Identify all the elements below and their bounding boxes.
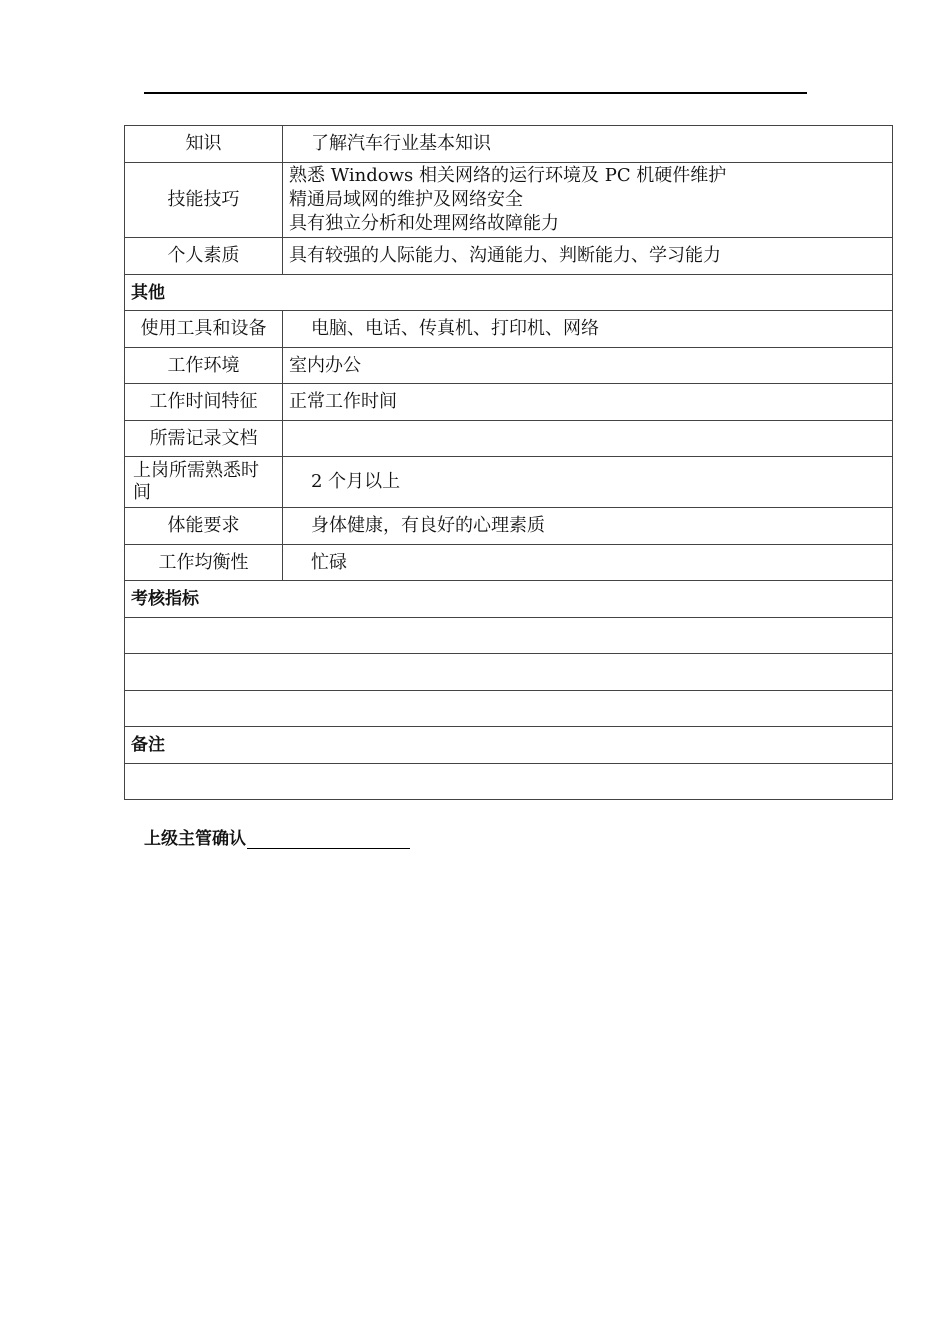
row-value-familiarization: 2 个月以上 [283,457,893,508]
section-row [125,581,893,618]
table-row [125,384,893,421]
row-value-documents [283,421,893,457]
row-value-balance: 忙碌 [283,545,893,581]
table-row [125,348,893,384]
skill-line: 具有独立分析和处理网络故障能力 [289,213,559,234]
header-rule [144,92,807,94]
table-row [125,421,893,457]
row-value-knowledge: 了解汽车行业基本知识 [283,126,893,163]
label-line: 上岗所需熟悉时 [133,460,259,481]
skill-line: 熟悉 Windows 相关网络的运行环境及 PC 机硬件维护 [289,165,727,186]
row-label-tools: 使用工具和设备 [125,311,283,348]
row-label-environment: 工作环境 [125,348,283,384]
empty-row [125,618,893,654]
table-row [125,126,893,163]
section-title-remarks: 备注 [125,727,893,764]
row-label-work-hours: 工作时间特征 [125,384,283,421]
table-row [125,457,893,508]
table-row [125,238,893,275]
row-value-physical: 身体健康，有良好的心理素质 [283,508,893,545]
empty-row [125,691,893,727]
row-label-personal-quality: 个人素质 [125,238,283,275]
row-label-documents: 所需记录文档 [125,421,283,457]
section-row [125,275,893,311]
row-label-balance: 工作均衡性 [125,545,283,581]
row-value-personal-quality: 具有较强的人际能力、沟通能力、判断能力、学习能力 [283,238,893,275]
table-row [125,311,893,348]
signature-line[interactable] [247,828,410,849]
skill-line: 精通局域网的维护及网络安全 [289,189,523,210]
empty-row [125,654,893,691]
section-row [125,727,893,764]
section-title-assessment: 考核指标 [125,581,893,618]
assessment-blank-cell [125,691,893,727]
row-label-familiarization [125,457,283,508]
assessment-blank-cell [125,654,893,691]
row-value-environment: 室内办公 [283,348,893,384]
row-label-knowledge: 知识 [125,126,283,163]
signoff-label: 上级主管确认 [144,829,246,849]
remarks-blank-cell [125,764,893,800]
row-label-skills: 技能技巧 [125,163,283,238]
row-value-tools: 电脑、电话、传真机、打印机、网络 [283,311,893,348]
assessment-blank-cell [125,618,893,654]
label-line: 间 [133,482,151,503]
empty-row [125,764,893,800]
job-description-table [124,125,893,800]
section-title-other: 其他 [125,275,893,311]
table-row [125,508,893,545]
row-value-skills [283,163,893,238]
supervisor-signoff [144,824,410,849]
table-row [125,545,893,581]
row-value-work-hours: 正常工作时间 [283,384,893,421]
row-label-physical: 体能要求 [125,508,283,545]
table-row [125,163,893,238]
